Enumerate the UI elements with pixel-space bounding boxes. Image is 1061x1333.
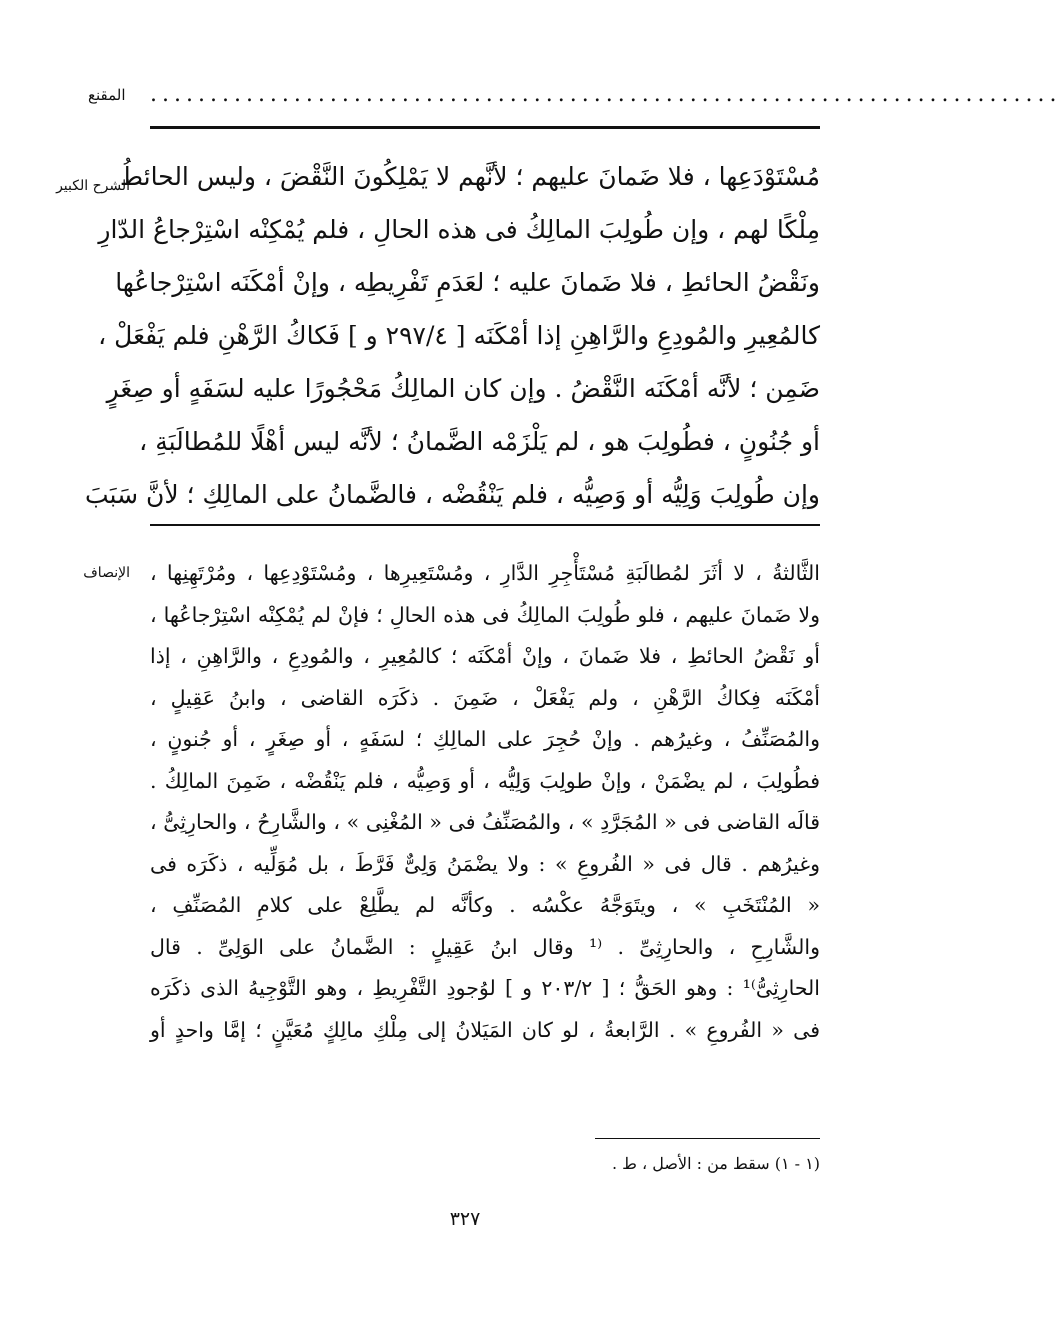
- running-header-title: المقنع: [88, 86, 126, 104]
- sharh-line: كالمُعِيرِ والمُودِعِ والرَّاهِنِ إذا أمْكَنَه [ ٢٩٧/٤ و ] فَكاكُ الرَّهْنِ فلم يَفْعَلْ ،: [98, 321, 820, 350]
- insaf-line: أمْكَنَه فِكاكُ الرَّهْنِ ، ولم يَفْعَلْ ، ضَمِنَ . ذكَرَه القاضى ، وابنُ عَقِيلٍ ،: [150, 685, 820, 710]
- insaf-line: فى « الفُروعِ » . الرَّابعةُ ، لو كان المَيَلانُ إلى مِلْكِ مالِكٍ مُعَيَّنٍ ؛ إمَّا واحدٍ أو: [150, 1017, 820, 1042]
- insaf-section-label: الإنصاف: [83, 565, 130, 581]
- insaf-line: والشَّارِحِ ، والحارِثِىِّ . ⁽¹ وقال ابنُ عَقِيلٍ : الضَّمانُ على الوَلِىِّ . قال: [150, 934, 820, 959]
- sharh-line: ضَمِن ؛ لأنَّه أمْكَنَه النَّقْضُ . وإن كان المالِكُ مَحْجُورًا عليه لسَفَهٍ أو صِغَرٍ: [106, 374, 820, 403]
- section-divider: [150, 524, 820, 526]
- sharh-line: وإن طُولِبَ وَلِيُّه أو وَصِيُّه ، فلم يَنْقُضْه ، فالضَّمانُ على المالِكِ ؛ لأنَّ سَبَبَ: [85, 480, 820, 509]
- sharh-line: مُسْتَوْدَعِها ، فلا ضَمانَ عليهم ؛ لأنَّهم لا يَمْلِكُونَ النَّقْضَ ، وليس الحائطُ: [119, 162, 820, 191]
- footnote: (١ - ١) سقط من : الأصل ، ط .: [611, 1154, 820, 1173]
- sharh-section-label: الشرح الكبير: [56, 178, 130, 194]
- insaf-line: وغيرُهم . قال فى « الفُروعِ » : ولا يضْمَنُ وَلِىٌّ فَرَّطَ ، بل مُوَلِّيه ، ذكَرَه فى: [150, 851, 820, 876]
- insaf-line: الثَّالثةُ ، لا أثَرَ لمُطالَبَةِ مُسْتَأْجِرِ الدَّارِ ، ومُسْتَعِيرِها ، ومُسْتَوْدِعِها ، ومُرْتَهِنِها ،: [150, 561, 820, 585]
- sharh-line: ونَقْضُ الحائطِ ، فلا ضَمانَ عليه ؛ لعَدَمِ تَفْرِيطِه ، وإنْ أمْكَنَه اسْتِرْجاعُها: [115, 268, 820, 297]
- insaf-line: ولا ضَمانَ عليهم ، فلو طُولِبَ المالِكُ فى هذه الحالِ ؛ فإنْ لم يُمْكِنْه اسْتِرْجاعُها ،: [150, 602, 820, 627]
- page-number: ٣٢٧: [449, 1208, 481, 1230]
- sharh-line: أو جُنُونٍ ، فطُولِبَ هو ، لم يَلْزَمْه الضَّمانُ ؛ لأنَّه ليس أهْلًا للمُطالَبَةِ ،: [139, 427, 820, 456]
- insaf-line: والمُصَنِّفُ ، وغيرُهم . وإنْ حُجِرَ على المالِكِ ؛ لسَفَهٍ ، أو صِغَرٍ ، أو جُنونٍ ،: [150, 727, 820, 751]
- insaf-line: « المُنْتَخَبِ » ، ويتَوَجَّهُ عكْسُه . وكأنَّه لم يطَّلِعْ على كلامِ المُصَنِّفِ ،: [150, 893, 820, 917]
- insaf-line: أو نَقْضُ الحائطِ ، فلا ضَمانَ ، وإنْ أمْكَنَه ؛ كالمُعِيرِ ، والمُودِعِ ، والرَّاهِنِ ، إذا: [150, 644, 820, 668]
- header-rule: [150, 126, 820, 129]
- insaf-line: قالَه القاضى فى « المُجَرَّدِ » ، والمُصَنِّفُ فى « المُغْنِى » ، والشَّارِحُ ، والحارِثِىُّ ،: [150, 810, 820, 834]
- footnote-rule: [595, 1138, 820, 1139]
- sharh-line: مِلْكًا لهم ، وإن طُولِبَ المالِكُ فى هذه الحالِ ، فلم يُمْكِنْه اسْتِرْجاعُ الدّارِ: [98, 215, 820, 244]
- insaf-line: الحارِثِىُّ⁾¹ : وهو الحَقُّ ؛ [ ٢٠٣/٢ و ] لوُجودِ التَّفْرِيطِ ، وهو التَّوْجِيهُ الذى ذكَرَه: [150, 976, 820, 1000]
- insaf-text-block: [150, 553, 820, 1051]
- header-leader-dots: ............................................................................: [150, 82, 1061, 107]
- insaf-line: فطُولِبَ ، لم يضْمَنْ ، وإنْ طولِبَ وَلِيُّه ، أو وَصِيُّه ، فلم يَنْقُضْه ، ضَمِنَ المالِكُ .: [150, 768, 820, 793]
